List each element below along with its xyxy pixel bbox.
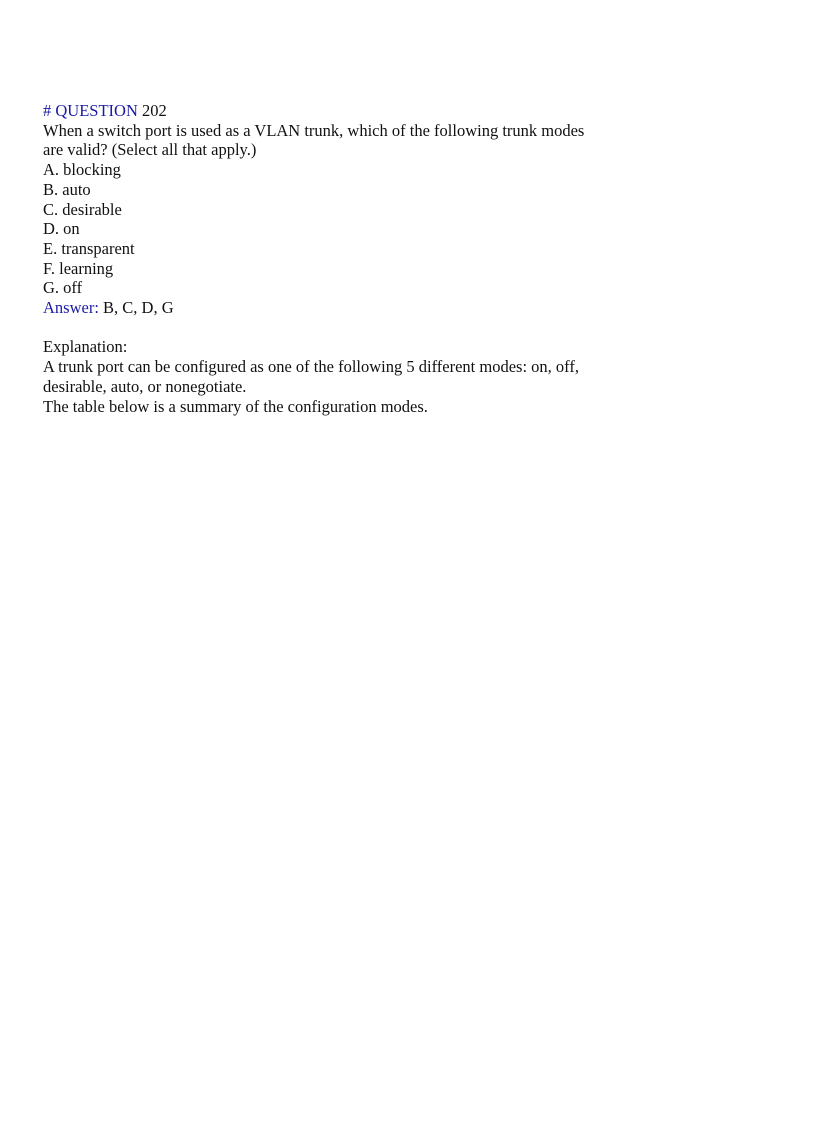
question-number: 202 xyxy=(142,101,167,120)
option-f: F. learning xyxy=(43,258,114,278)
explanation-line-3: The table below is a summary of the configuration modes. xyxy=(43,396,428,416)
spacer xyxy=(43,318,603,338)
explanation-heading: Explanation: xyxy=(43,337,128,357)
explanation-line-2: desirable, auto, or nonegotiate. xyxy=(43,376,247,396)
option-a: A. blocking xyxy=(43,160,121,180)
answer-line xyxy=(43,298,603,318)
question-heading xyxy=(43,101,603,121)
question-text-line-2: are valid? (Select all that apply.) xyxy=(43,140,257,160)
option-g: G. off xyxy=(43,278,83,298)
question-text-line-1: When a switch port is used as a VLAN trunk, which of the following trunk modes xyxy=(43,120,585,140)
question-heading-label: # QUESTION xyxy=(43,101,138,120)
option-b: B. auto xyxy=(43,179,91,199)
document-page xyxy=(43,101,603,416)
option-e: E. transparent xyxy=(43,238,135,258)
option-d: D. on xyxy=(43,219,80,239)
explanation-line-1: A trunk port can be configured as one of the following 5 different modes: on, off, xyxy=(43,357,579,377)
answer-label: Answer: xyxy=(43,298,99,318)
option-c: C. desirable xyxy=(43,199,122,219)
answer-value: B, C, D, G xyxy=(103,298,174,318)
